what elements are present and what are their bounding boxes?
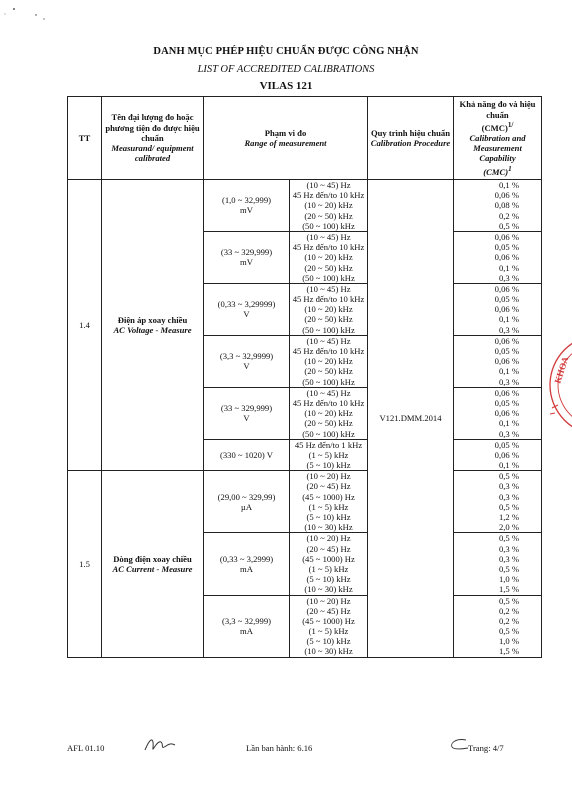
range-value: (33 ~ 329,999) bbox=[220, 403, 273, 414]
frequency-value: 45 Hz đến/to 1 kHz bbox=[294, 439, 363, 450]
col-header-procedure-en: Calibration Procedure bbox=[370, 138, 451, 148]
range-value: (33 ~ 329,999) bbox=[220, 247, 273, 258]
cmc-cell bbox=[454, 335, 542, 387]
cmc-value: 0,1 % bbox=[498, 418, 519, 429]
frequency-value: 45 Hz đến/to 10 kHz bbox=[292, 190, 365, 201]
frequency-cell bbox=[290, 387, 368, 439]
range-value: (330 ~ 1020) V bbox=[220, 449, 273, 460]
cmc-value: 0,1 % bbox=[498, 460, 519, 471]
cmc-value: 0,5 % bbox=[498, 563, 519, 574]
frequency-value: (5 ~ 10) kHz bbox=[306, 460, 351, 471]
range-cell bbox=[204, 387, 290, 439]
col-header-procedure bbox=[368, 97, 454, 180]
frequency-value: (20 ~ 50) kHz bbox=[304, 210, 353, 221]
cmc-value: 0,5 % bbox=[498, 533, 519, 544]
table-row bbox=[68, 180, 542, 232]
frequency-value: (10 ~ 30) kHz bbox=[304, 522, 353, 533]
cmc-value: 0,3 % bbox=[498, 324, 519, 335]
table-header-row bbox=[68, 97, 542, 180]
frequency-value: (50 ~ 100) kHz bbox=[302, 324, 355, 335]
frequency-cell bbox=[290, 439, 368, 471]
frequency-cell bbox=[290, 180, 368, 232]
cmc-value: 0,2 % bbox=[498, 210, 519, 221]
cmc-value: 0,06 % bbox=[494, 190, 519, 201]
cmc-value: 1,0 % bbox=[498, 574, 519, 585]
frequency-value: (10 ~ 45) Hz bbox=[306, 180, 351, 190]
frequency-value: (5 ~ 10) kHz bbox=[306, 512, 351, 522]
section-name-en: AC Current - Measure bbox=[112, 563, 193, 574]
frequency-value: 45 Hz đến/to 10 kHz bbox=[292, 242, 365, 253]
cmc-value: 0,5 % bbox=[498, 626, 519, 637]
cmc-value: 0,05 % bbox=[494, 439, 519, 450]
range-value: (0,33 ~ 3,2999) bbox=[219, 553, 274, 564]
section-name-en: AC Voltage - Measure bbox=[113, 325, 192, 336]
range-value: (3,3 ~ 32,9999) bbox=[219, 351, 274, 362]
cmc-cell bbox=[454, 471, 542, 533]
cmc-cell bbox=[454, 283, 542, 335]
col-header-range-vi: Phạm vi đo bbox=[264, 127, 307, 138]
frequency-value: (10 ~ 20) kHz bbox=[304, 356, 353, 367]
frequency-value: (10 ~ 20) Hz bbox=[306, 471, 351, 482]
frequency-cell bbox=[290, 595, 368, 657]
signature-initials bbox=[142, 734, 178, 756]
range-cell bbox=[204, 180, 290, 232]
cmc-value: 0,5 % bbox=[498, 220, 519, 231]
section-measurand bbox=[102, 471, 204, 657]
cmc-value: 0,06 % bbox=[494, 356, 519, 367]
cmc-value: 0,06 % bbox=[494, 408, 519, 419]
cmc-value: 0,5 % bbox=[498, 471, 519, 482]
frequency-value: 45 Hz đến/to 10 kHz bbox=[292, 346, 365, 356]
range-unit: µA bbox=[240, 501, 253, 512]
frequency-value: (10 ~ 20) kHz bbox=[304, 252, 353, 263]
frequency-value: (10 ~ 30) kHz bbox=[304, 646, 353, 657]
col-header-cmc-abbr: (CMC) bbox=[481, 122, 508, 133]
issue-number: Lần ban hành: 6.16 bbox=[246, 743, 313, 753]
col-header-cmc-vi: Khả năng đo và hiệu chuẩn bbox=[459, 99, 536, 120]
cmc-cell bbox=[454, 439, 542, 471]
frequency-value: (20 ~ 50) kHz bbox=[304, 262, 353, 273]
cmc-cell bbox=[454, 533, 542, 595]
frequency-value: (10 ~ 30) kHz bbox=[304, 584, 353, 595]
cmc-value: 0,3 % bbox=[498, 376, 519, 387]
col-header-cmc-en-abbr: (CMC) bbox=[483, 166, 509, 177]
range-cell bbox=[204, 335, 290, 387]
range-unit: mA bbox=[240, 626, 253, 637]
cmc-value: 1,5 % bbox=[498, 646, 519, 657]
frequency-value: (20 ~ 45) Hz bbox=[306, 605, 351, 616]
frequency-cell bbox=[290, 231, 368, 283]
frequency-value: 45 Hz đến/to 10 kHz bbox=[292, 294, 365, 305]
frequency-cell bbox=[290, 471, 368, 533]
col-header-cmc-sup: 1/ bbox=[507, 120, 514, 129]
col-header-measurand bbox=[102, 97, 204, 180]
frequency-value: (10 ~ 20) kHz bbox=[304, 408, 353, 419]
page-signature-stroke bbox=[448, 737, 470, 751]
section-name-vi: Điện áp xoay chiều bbox=[117, 314, 188, 325]
frequency-cell bbox=[290, 283, 368, 335]
range-value: (3,3 ~ 32,999) bbox=[221, 615, 272, 626]
document-title-vi: DANH MỤC PHÉP HIỆU CHUẨN ĐƯỢC CÔNG NHẬN bbox=[153, 46, 419, 57]
cmc-value: 0,05 % bbox=[494, 346, 519, 356]
range-cell bbox=[204, 283, 290, 335]
procedure-cell: V121.DMM.2014 bbox=[368, 180, 454, 658]
cmc-value: 0,3 % bbox=[498, 428, 519, 439]
frequency-value: (50 ~ 100) kHz bbox=[302, 220, 355, 231]
frequency-value: 45 Hz đến/to 10 kHz bbox=[292, 397, 365, 408]
range-cell bbox=[204, 439, 290, 471]
cmc-value: 0,5 % bbox=[498, 595, 519, 606]
range-cell bbox=[204, 595, 290, 657]
col-header-measurand-en: Measurand/ equipment calibrated bbox=[111, 143, 194, 164]
frequency-value: (20 ~ 45) Hz bbox=[306, 543, 351, 554]
col-header-measurand-vi: Tên đại lượng đo hoặc phương tiện đo được hiệu chuẩn bbox=[105, 112, 200, 143]
frequency-value: (45 ~ 1000) Hz bbox=[302, 553, 355, 564]
range-value: (29,00 ~ 329,99) bbox=[217, 491, 276, 502]
cmc-value: 0,05 % bbox=[494, 294, 519, 305]
table-row bbox=[68, 471, 542, 533]
scan-specks bbox=[0, 0, 60, 30]
page-number: Trang: 4/7 bbox=[468, 743, 504, 753]
cmc-value: 0,3 % bbox=[498, 491, 519, 502]
document-title-en: LIST OF ACCREDITED CALIBRATIONS bbox=[197, 64, 375, 75]
frequency-value: (20 ~ 45) Hz bbox=[306, 481, 351, 492]
cmc-value: 1,5 % bbox=[498, 584, 519, 595]
cmc-value: 0,1 % bbox=[498, 366, 519, 377]
frequency-cell bbox=[290, 533, 368, 595]
cmc-value: 0,3 % bbox=[498, 543, 519, 554]
frequency-value: (10 ~ 45) Hz bbox=[306, 231, 351, 242]
col-header-cmc-en-sup: 1 bbox=[508, 164, 512, 173]
frequency-value: (10 ~ 20) Hz bbox=[306, 533, 351, 544]
col-header-cmc bbox=[454, 97, 542, 180]
cmc-value: 0,2 % bbox=[498, 615, 519, 626]
range-value: (1,0 ~ 32,999) bbox=[221, 195, 272, 206]
calibration-table bbox=[67, 96, 542, 658]
col-header-cmc-en: Calibration and Measurement Capability bbox=[469, 132, 526, 164]
frequency-value: (10 ~ 45) Hz bbox=[306, 283, 351, 294]
frequency-value: (45 ~ 1000) Hz bbox=[302, 615, 355, 626]
cmc-value: 0,3 % bbox=[498, 481, 519, 492]
cmc-value: 0,06 % bbox=[494, 304, 519, 315]
frequency-value: (1 ~ 5) kHz bbox=[308, 501, 349, 512]
frequency-cell bbox=[290, 335, 368, 387]
col-header-procedure-vi: Quy trình hiệu chuẩn bbox=[370, 127, 451, 138]
cmc-value: 0,5 % bbox=[498, 501, 519, 512]
range-cell bbox=[204, 231, 290, 283]
cmc-value: 2,0 % bbox=[498, 522, 519, 533]
cmc-value: 1,0 % bbox=[498, 636, 519, 647]
range-unit: mV bbox=[240, 205, 253, 216]
cmc-value: 0,06 % bbox=[494, 283, 519, 294]
col-header-tt: TT bbox=[68, 97, 102, 180]
frequency-value: (10 ~ 45) Hz bbox=[306, 387, 351, 398]
cmc-value: 0,3 % bbox=[498, 553, 519, 564]
cmc-value: 0,05 % bbox=[494, 242, 519, 253]
frequency-value: (5 ~ 10) kHz bbox=[306, 574, 351, 585]
cmc-value: 0,06 % bbox=[494, 335, 519, 346]
frequency-value: (50 ~ 100) kHz bbox=[302, 272, 355, 283]
cmc-cell bbox=[454, 180, 542, 232]
red-seal-stamp bbox=[542, 330, 572, 440]
cmc-cell bbox=[454, 231, 542, 283]
frequency-value: (50 ~ 100) kHz bbox=[302, 428, 355, 439]
range-unit: mA bbox=[240, 563, 253, 574]
frequency-value: (1 ~ 5) kHz bbox=[308, 563, 349, 574]
cmc-value: 0,06 % bbox=[494, 231, 519, 242]
section-tt: 1.4 bbox=[68, 180, 102, 471]
form-code: AFL 01.10 bbox=[67, 743, 105, 753]
cmc-value: 0,2 % bbox=[498, 605, 519, 616]
cmc-value: 0,06 % bbox=[494, 449, 519, 460]
section-measurand bbox=[102, 180, 204, 471]
frequency-value: (20 ~ 50) kHz bbox=[304, 366, 353, 377]
frequency-value: (20 ~ 50) kHz bbox=[304, 314, 353, 325]
frequency-value: (10 ~ 20) Hz bbox=[306, 595, 351, 606]
cmc-value: 0,1 % bbox=[498, 314, 519, 325]
range-cell bbox=[204, 533, 290, 595]
frequency-value: (10 ~ 20) kHz bbox=[304, 200, 353, 211]
vilas-code: VILAS 121 bbox=[259, 80, 313, 92]
col-header-range-en: Range of measurement bbox=[244, 138, 327, 148]
range-value: (0,33 ~ 3,29999) bbox=[217, 299, 276, 310]
section-tt: 1.5 bbox=[68, 471, 102, 657]
cmc-value: 0,3 % bbox=[498, 272, 519, 283]
cmc-value: 0,06 % bbox=[494, 387, 519, 398]
frequency-value: (20 ~ 50) kHz bbox=[304, 418, 353, 429]
frequency-value: (50 ~ 100) kHz bbox=[302, 376, 355, 387]
cmc-value: 0,06 % bbox=[494, 252, 519, 263]
frequency-value: (1 ~ 5) kHz bbox=[308, 449, 349, 460]
range-cell bbox=[204, 471, 290, 533]
range-unit: V bbox=[243, 413, 250, 424]
cmc-value: 1,2 % bbox=[498, 512, 519, 522]
cmc-cell bbox=[454, 595, 542, 657]
cmc-value: 0,1 % bbox=[498, 262, 519, 273]
range-unit: mV bbox=[240, 257, 253, 268]
frequency-value: (10 ~ 20) kHz bbox=[304, 304, 353, 315]
range-unit: V bbox=[243, 361, 250, 372]
frequency-value: (5 ~ 10) kHz bbox=[306, 636, 351, 647]
svg-text:KHOA: KHOA bbox=[552, 355, 571, 385]
section-name-vi: Dòng điện xoay chiều bbox=[113, 553, 192, 564]
cmc-value: 0,1 % bbox=[498, 180, 519, 190]
cmc-value: 0,08 % bbox=[494, 200, 519, 211]
frequency-value: (1 ~ 5) kHz bbox=[308, 626, 349, 637]
cmc-value: 0,05 % bbox=[494, 397, 519, 408]
frequency-value: (10 ~ 45) Hz bbox=[306, 335, 351, 346]
range-unit: V bbox=[243, 309, 250, 320]
frequency-value: (45 ~ 1000) Hz bbox=[302, 491, 355, 502]
col-header-range bbox=[204, 97, 368, 180]
cmc-cell bbox=[454, 387, 542, 439]
